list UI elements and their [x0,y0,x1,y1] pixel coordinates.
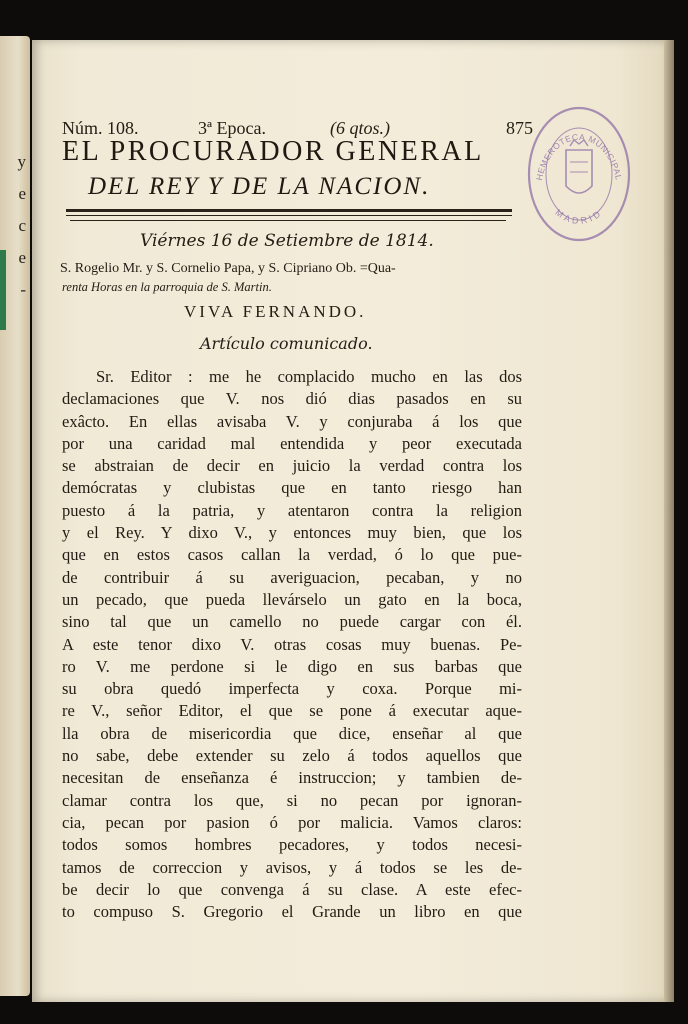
viva-heading: VIVA FERNANDO. [184,302,367,321]
page-edge-shadow [664,40,674,1002]
stamp-text-top: HEMEROTECA MUNICIPAL [533,131,625,182]
saints-line: S. Rogelio Mr. y S. Cornelio Papa, y S. Cipriano Ob. =Qua- [60,261,396,276]
body-line: Sr. Editor : me he complacido mucho en las dos [96,367,522,386]
body-line: que en estos casos callan la verdad, ó lo que pue- [62,545,522,565]
body-line: demócratas y clubistas que en tanto riesgo han [62,478,522,498]
left-page-edge [0,36,30,996]
stamp-text-bottom: MADRID [553,207,605,226]
body-line: be decir lo que convenga á su clase. A este efec- [62,879,522,899]
saints-line-parish: renta Horas en la parroquia de S. Martin. [62,280,272,294]
body-line: necesitan de enseñanza é instruccion; y tambien de- [62,768,522,788]
body-line: exâcto. En ellas avisaba V. y conjuraba á los que [62,411,522,431]
masthead-subtitle: DEL REY Y DE LA NACION. [88,173,431,200]
body-line: to compuso S. Gregorio el Grande un libro en que [62,902,522,922]
body-line: puesto á la patria, y atentaron contra la religion [62,500,522,520]
body-line: lla obra de misericordia que dice, enseñar al que [62,723,522,743]
body-line: cia, pecan por pasion ó por malicia. Vamos claros: [62,812,522,832]
page-number: 875 [506,118,533,138]
left-glyph: e [18,248,26,267]
left-glyph: e [18,184,26,203]
issue-epoch: 3ª Epoca. [198,118,266,138]
body-line: ro V. me perdone si le digo en sus barbas que [62,656,522,676]
date-line: Viérnes 16 de Setiembre de 1814. [140,231,434,251]
body-line: no sabe, debe extender su zelo á todos aquellos que [62,746,522,766]
saints-of-the-day [60,260,530,296]
body-line: y el Rey. Y dixo V., y entonces muy bien, que los [62,523,522,543]
body-line: re V., señor Editor, el que se pone á executar aque- [62,701,522,721]
body-line: todos somos hombres pecadores, y todos necesi- [62,835,522,855]
body-line: clamar contra los que, si no pecan por ignoran- [62,790,522,810]
masthead-title: EL PROCURADOR GENERAL [62,136,484,167]
body-line: su obra quedó imperfecta y coxa. Porque mi- [62,679,522,699]
left-glyph: - [20,280,26,299]
article-title: Artículo comunicado. [200,334,373,353]
body-line: de contribuir á su averiguacion, pecaban, y no [62,567,522,587]
body-line: A este tenor dixo V. otras cosas muy buenas. Pe- [62,634,522,654]
left-glyph: c [18,216,26,235]
body-line: declamaciones que V. nos dió dias pasados en su [62,389,522,409]
body-line: por una caridad mal entendida y peor executada [62,433,522,453]
article-body [62,366,522,923]
left-glyph: y [17,152,26,171]
issue-number: Núm. 108. [62,118,139,138]
body-line: sino tal que un camello no puede cargar con él. [62,612,522,632]
binding-tab [0,250,6,330]
body-line: tamos de correccion y avisos, y á todos se les de- [62,857,522,877]
library-stamp [524,102,634,246]
issue-quarters: (6 qtos.) [330,118,390,138]
body-line: un pecado, que pueda llevárselo un gato en la boca, [62,589,522,609]
masthead-rule [66,209,512,212]
masthead-rule-thin [70,220,506,221]
body-line: se abstraian de decir en juicio la verdad contra los [62,456,522,476]
masthead-rule-thin [66,215,512,216]
